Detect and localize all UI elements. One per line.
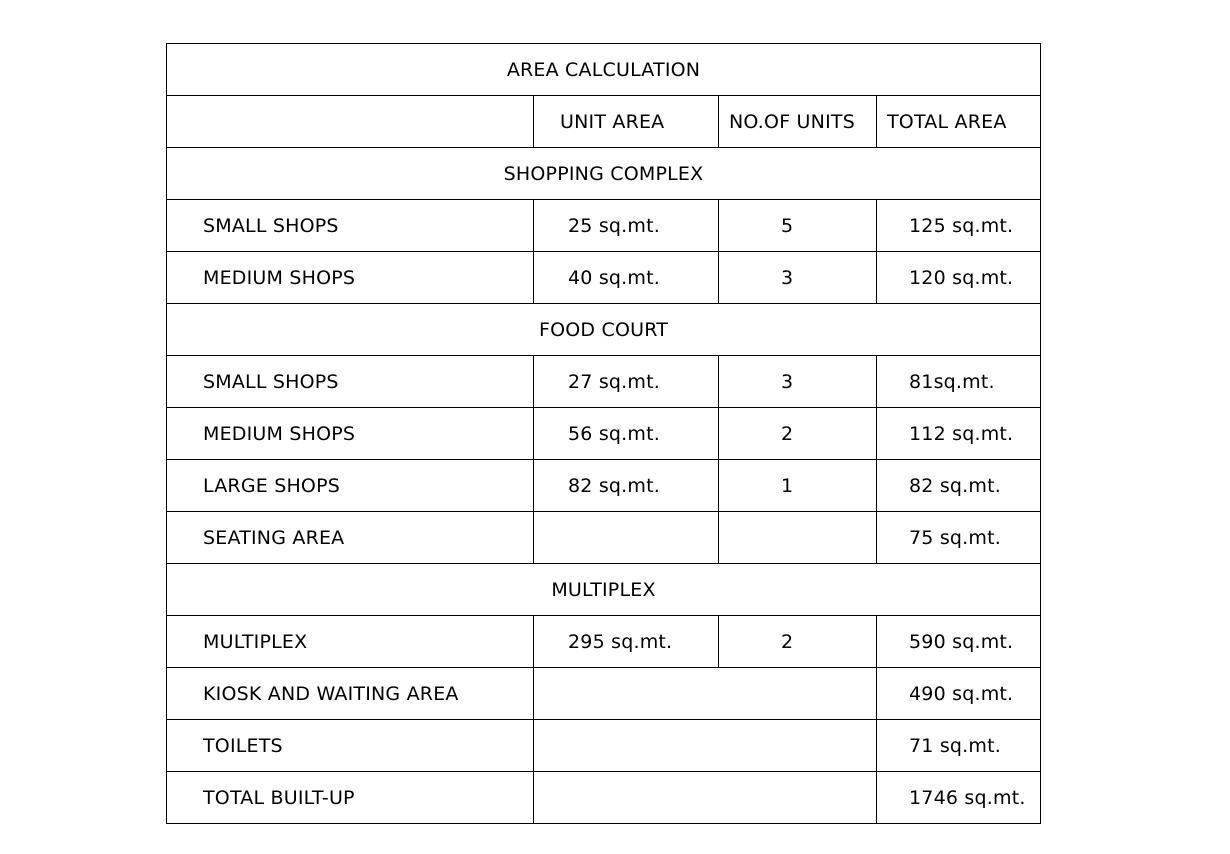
header-blank-cell [167, 96, 534, 148]
row-name: SMALL SHOPS [167, 200, 534, 252]
table-row [167, 252, 1041, 304]
row-name: TOTAL BUILT-UP [167, 772, 534, 824]
row-total: 75 sq.mt. [877, 512, 1041, 564]
row-total: 1746 sq.mt. [877, 772, 1041, 824]
row-units: 3 [719, 356, 877, 408]
row-units: 2 [719, 408, 877, 460]
row-merged-empty [534, 772, 877, 824]
row-total: 490 sq.mt. [877, 668, 1041, 720]
row-units: 5 [719, 200, 877, 252]
row-units: 1 [719, 460, 877, 512]
table-row [167, 668, 1041, 720]
row-name: MEDIUM SHOPS [167, 252, 534, 304]
row-unit-area: 25 sq.mt. [534, 200, 719, 252]
row-total: 590 sq.mt. [877, 616, 1041, 668]
row-name: KIOSK AND WAITING AREA [167, 668, 534, 720]
row-unit-area: 40 sq.mt. [534, 252, 719, 304]
table-row [167, 408, 1041, 460]
row-name: MEDIUM SHOPS [167, 408, 534, 460]
section-title: SHOPPING COMPLEX [167, 148, 1041, 200]
row-units: 2 [719, 616, 877, 668]
header-total-area: TOTAL AREA [877, 96, 1041, 148]
table-row [167, 616, 1041, 668]
row-units: 3 [719, 252, 877, 304]
row-unit-area: 295 sq.mt. [534, 616, 719, 668]
row-total: 71 sq.mt. [877, 720, 1041, 772]
row-name: MULTIPLEX [167, 616, 534, 668]
section-row [167, 148, 1041, 200]
row-name: SEATING AREA [167, 512, 534, 564]
header-unit-area: UNIT AREA [534, 96, 719, 148]
title-row [167, 44, 1041, 96]
row-unit-area [534, 512, 719, 564]
row-name: LARGE SHOPS [167, 460, 534, 512]
total-row [167, 772, 1041, 824]
row-total: 81sq.mt. [877, 356, 1041, 408]
table-row [167, 720, 1041, 772]
row-total: 120 sq.mt. [877, 252, 1041, 304]
row-unit-area: 56 sq.mt. [534, 408, 719, 460]
row-units [719, 512, 877, 564]
table-row [167, 512, 1041, 564]
area-calculation-sheet [166, 43, 1040, 824]
row-name: TOILETS [167, 720, 534, 772]
section-title: FOOD COURT [167, 304, 1041, 356]
row-merged-empty [534, 720, 877, 772]
table-title: AREA CALCULATION [167, 44, 1041, 96]
table-row [167, 460, 1041, 512]
row-name: SMALL SHOPS [167, 356, 534, 408]
row-unit-area: 82 sq.mt. [534, 460, 719, 512]
area-calculation-table [166, 43, 1041, 824]
row-total: 112 sq.mt. [877, 408, 1041, 460]
row-merged-empty [534, 668, 877, 720]
section-title: MULTIPLEX [167, 564, 1041, 616]
header-row [167, 96, 1041, 148]
row-total: 125 sq.mt. [877, 200, 1041, 252]
table-row [167, 200, 1041, 252]
section-row [167, 564, 1041, 616]
header-no-of-units: NO.OF UNITS [719, 96, 877, 148]
table-row [167, 356, 1041, 408]
section-row [167, 304, 1041, 356]
row-unit-area: 27 sq.mt. [534, 356, 719, 408]
row-total: 82 sq.mt. [877, 460, 1041, 512]
